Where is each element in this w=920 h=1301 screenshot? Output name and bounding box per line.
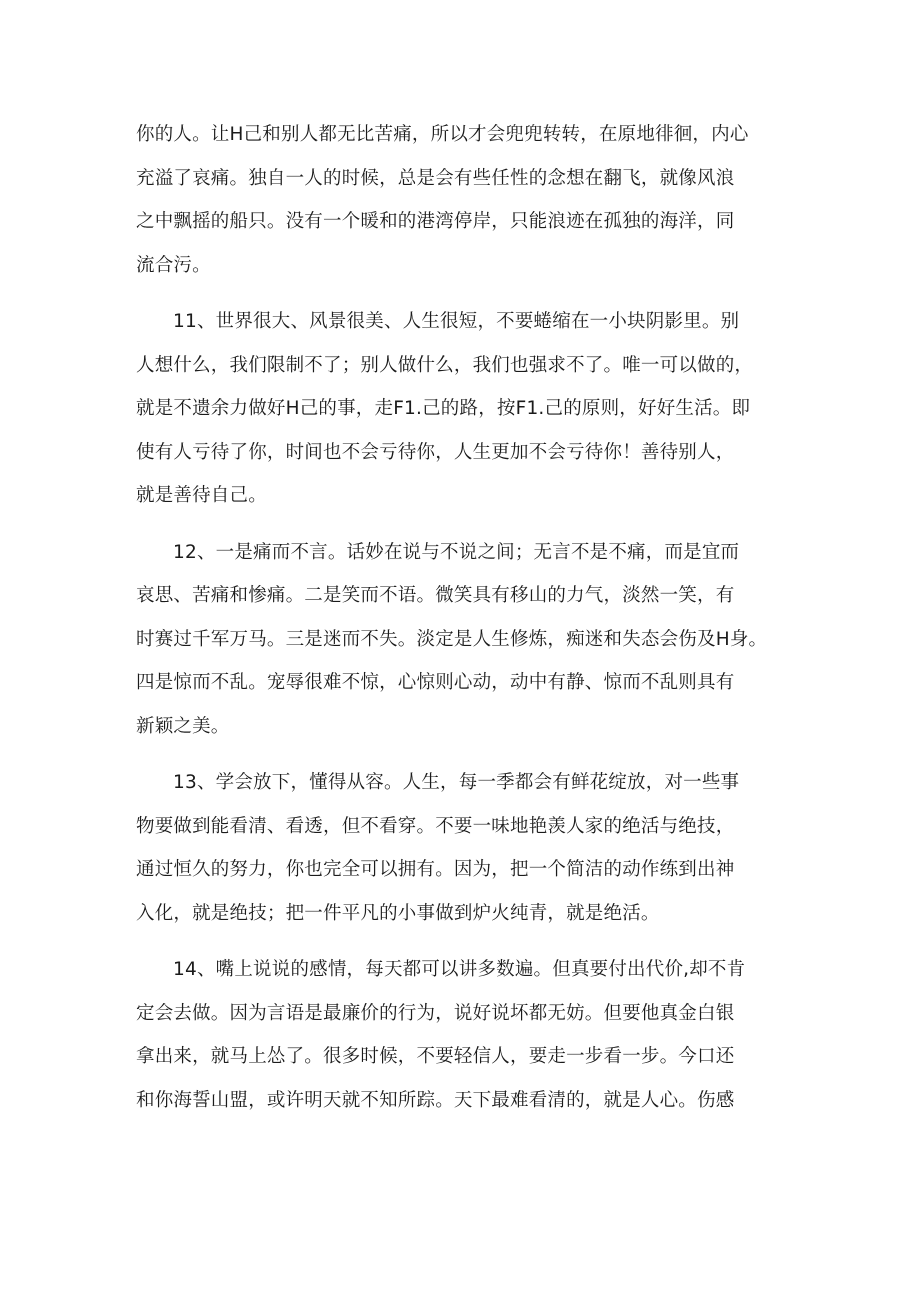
text-line: 哀思、苦痛和惨痛。二是笑而不语。微笑具有移山的力气，淡然一笑，有 bbox=[136, 585, 735, 606]
paragraph-gap bbox=[136, 748, 788, 761]
text-line: 四是惊而不乱。宠辱很难不惊，心惊则心动，动中有静、惊而不乱则具有 bbox=[136, 672, 735, 693]
text-line: 和你海誓山盟，或许明天就不知所踪。天下最难看清的，就是人心。伤感 bbox=[136, 1089, 735, 1111]
text-line: 流合污。 bbox=[136, 254, 211, 276]
text-line: 你的人。让H己和别人都无比苦痛，所以才会兜兜转转，在原地徘徊，内心 bbox=[136, 124, 749, 145]
paragraph-start-12: 12、一是痛而不言。话妙在说与不说之间；无言不是不痛，而是宜而 bbox=[173, 541, 740, 563]
body-text bbox=[136, 113, 788, 1122]
paragraph-gap bbox=[136, 935, 788, 948]
text-line: 之中飘摇的船只。没有一个暖和的港湾停岸，只能浪迹在孤独的海洋，同 bbox=[136, 211, 735, 232]
text-line: 人想什么，我们限制不了；别人做什么，我们也强求不了。唯一可以做的， bbox=[136, 354, 754, 376]
text-line: 就是善待自己。 bbox=[136, 485, 267, 506]
text-line: 定会去做。因为言语是最廉价的行为，说好说坏都无妨。但要他真金白银 bbox=[136, 1002, 735, 1024]
paragraph-gap bbox=[136, 287, 788, 300]
paragraph-start-14: 14、嘴上说说的感情，每天都可以讲多数遍。但真要付出代价,却不肯 bbox=[173, 959, 746, 980]
text-line: 时赛过千军万马。三是迷而不失。淡定是人生修炼，痴迷和失态会伤及H身。 bbox=[136, 628, 768, 650]
paragraph-start-13: 13、学会放下，懂得从容。人生，每一季都会有鲜花绽放，对一些事 bbox=[173, 772, 740, 793]
text-line: 通过恒久的努力，你也完全可以拥有。因为，把一个简洁的动作练到出神 bbox=[136, 859, 735, 880]
text-line: 就是不遗余力做好H己的事，走F1.己的路，按F1.己的原则，好好生活。即 bbox=[136, 398, 751, 419]
text-line: 物要做到能看清、看透，但不看穿。不要一味地艳羡人家的绝活与绝技， bbox=[136, 815, 735, 837]
text-line: 新颖之美。 bbox=[136, 715, 230, 737]
text-line: 入化，就是绝技；把一件平凡的小事做到炉火纯青，就是绝活。 bbox=[136, 902, 660, 924]
paragraph-gap bbox=[136, 518, 788, 531]
paragraph-start-11: 11、世界很大、风景很美、人生很短，不要蜷缩在一小块阴影里。别 bbox=[173, 311, 740, 332]
text-line: 充溢了哀痛。独自一人的时候，总是会有些任性的念想在翻飞，就像风浪 bbox=[136, 167, 735, 189]
text-line: 拿出来，就马上怂了。很多时候，不要轻信人，要走一步看一步。今口还 bbox=[136, 1046, 735, 1067]
text-line: 使有人亏待了你，时间也不会亏待你，人生更加不会亏待你！善待别人， bbox=[136, 441, 735, 463]
